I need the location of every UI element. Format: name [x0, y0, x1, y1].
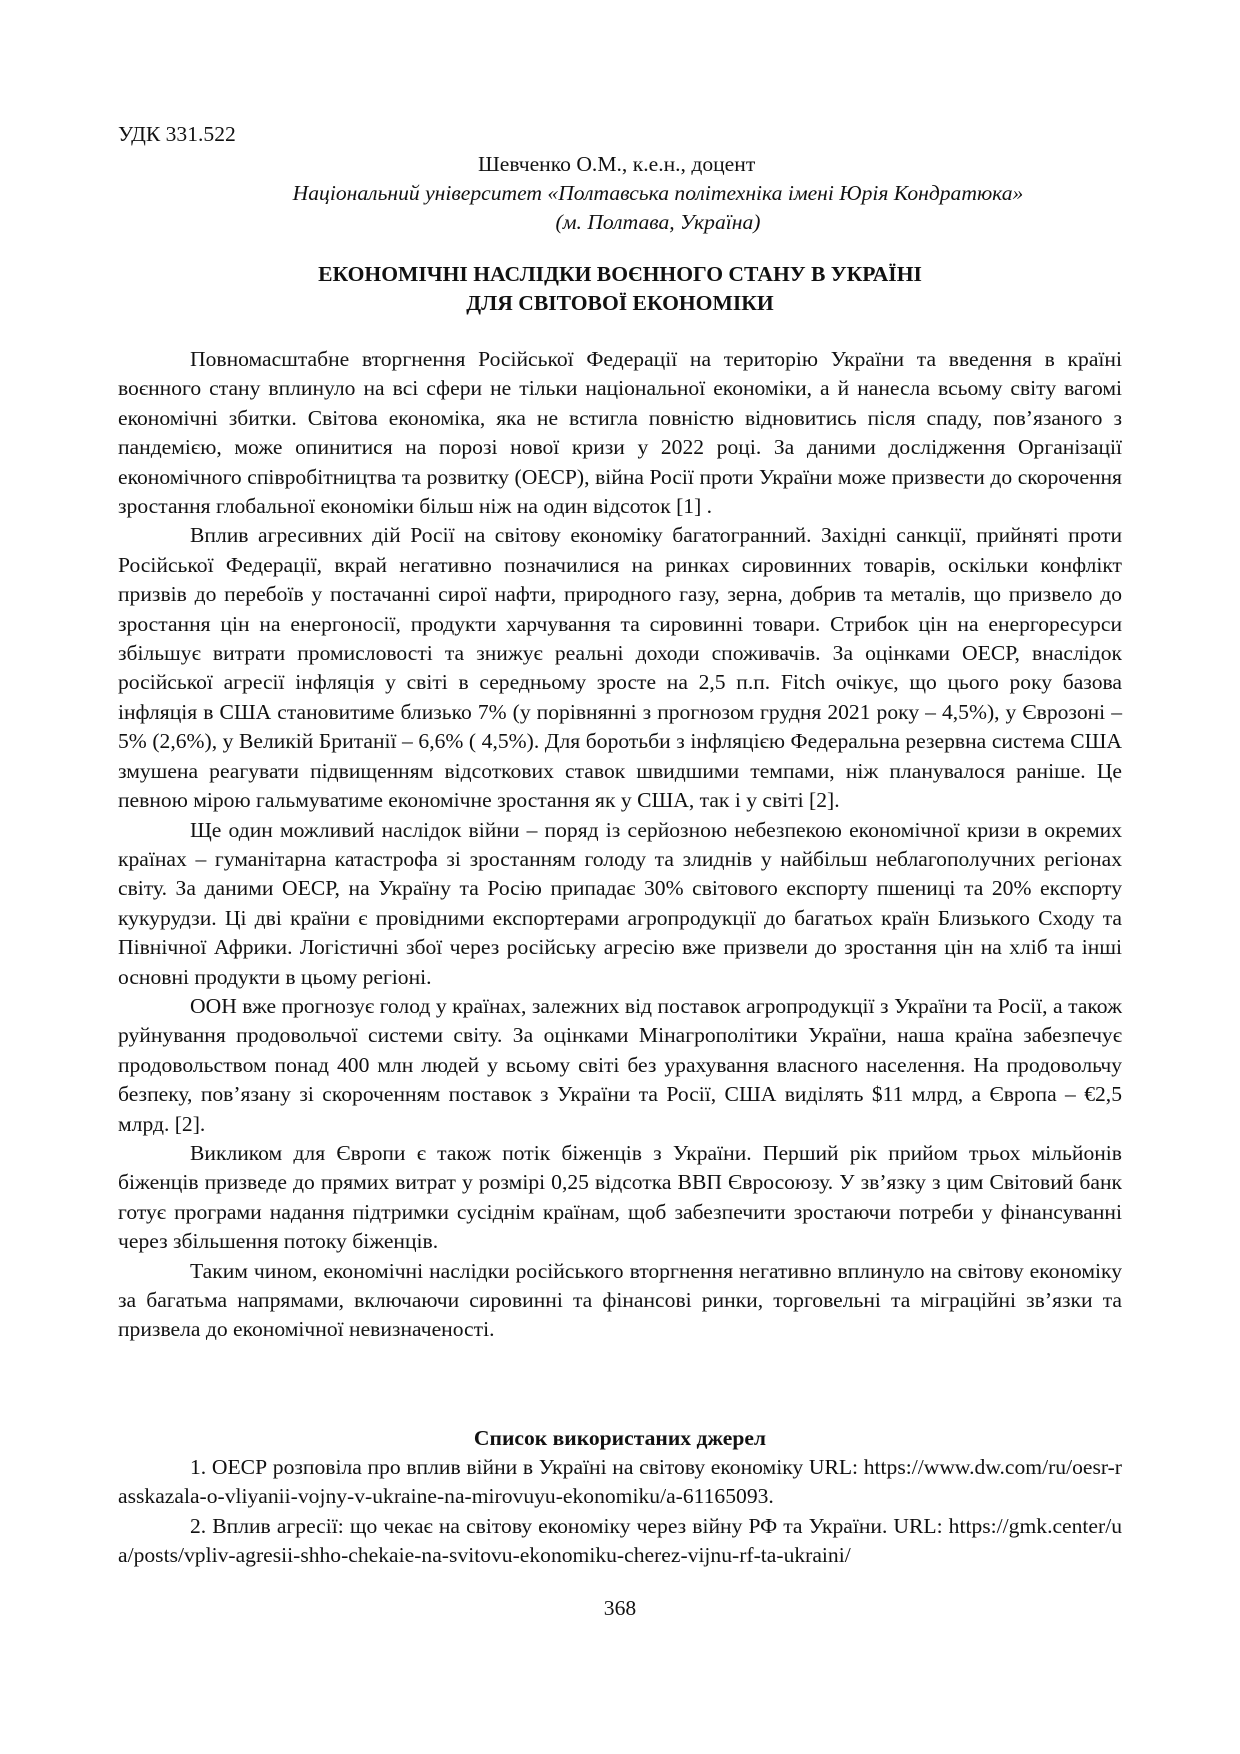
reference-item-1: 1. ОЕСР розповіла про вплив війни в Україні на світову економіку URL: https://www.dw.com/ru/oesr-rasskazala-o-vliyanii-vojny-v-ukraine-na-mirovuyu-ekonomiku/a-61165093. [118, 1455, 1122, 1509]
udk-code: УДК 331.522 [118, 122, 236, 146]
body-paragraph-5: Викликом для Європи є також потік біженців з України. Перший рік прийом трьох мільйонів біженців призведе до прямих витрат у розмірі 0,25 відсотка ВВП Євросоюзу. У зв’язку з цим Світовий банк готує програми надання підтримки сусіднім країнам, щоб забезпечити зростаючи потреби у фінансуванні через збільшення потоку біженців. [118, 1140, 1122, 1254]
reference-item-2: 2. Вплив агресії: що чекає на світову економіку через війну РФ та України. URL: https://gmk.center/ua/posts/vpliv-agresii-shho-chekaie-na-svitovu-ekonomiku-cherez-vijnu-rf-ta-ukraini/ [118, 1513, 1122, 1568]
body-paragraph-2: Вплив агресивних дій Росії на світову економіку багатогранний. Західні санкції, прийняті проти Російської Федерації, вкрай негативно позначилися на ринках сировинних товарів, оскільки конфлікт призвів до перебоїв у постачанні сирої нафти, природного газу, зерна, добрив та металів, що призвело до зростання цін на енергоносії, продукти харчування та сировинні товари. Стрибок цін на енергоресурси збільшує витрати промисловості та знижує реальні доходи споживачів. За оцінками ОЕСР, внаслідок російської агресії інфляція у світі в середньому зросте на 2,5 п.п. Fitch очікує, що цього року базова інфляція в США становитиме близько 7% (у порівнянні з прогнозом грудня 2021 року – 4,5%), у Єврозоні – 5% (2,6%), у Великій Британії – 6,6% ( 4,5%). Для боротьби з інфляцією Федеральна резервна система США змушена реагувати підвищенням відсоткових ставок швидшими темпами, ніж планувалося раніше. Це певною мірою гальмуватиме економічне зростання як у США, так і у світі [2]. [118, 523, 1122, 813]
article-title-line-1: ЕКОНОМІЧНІ НАСЛІДКИ ВОЄННОГО СТАНУ В УКРАЇНІ [318, 262, 922, 286]
body-paragraph-1: Повномасштабне вторгнення Російської Федерації на територію України та введення в країні воєнного стану вплинуло на всі сфери не тільки національної економіки, а й нанесла всьому світу вагомі економічні збитки. Світова економіка, яка не встигла повністю відновитись після спаду, пов’язаного з пандемією, може опинитися на порозі нової кризи у 2022 році. За даними дослідження Організації економічного співробітництва та розвитку (ОЕСР), війна Росії проти України може призвести до скорочення зростання глобальної економіки більш ніж на один відсоток [1] . [118, 347, 1122, 519]
article-body [118, 345, 1122, 1345]
body-paragraph-3: Ще один можливий наслідок війни – поряд із серйозною небезпекою економічної кризи в окремих країнах – гуманітарна катастрофа зі зростанням голоду та злиднів у найбільш неблагополучних регіонах світу. За даними ОЕСР, на Україну та Росію припадає 30% світового експорту пшениці та 20% експорту кукурудзи. Ці дві країни є провідними експортерами агропродукції до багатьох країн Близького Сходу та Північної Африки. Логістичні збої через російську агресію вже призвели до зростання цін на хліб та інші основні продукти в цьому регіоні. [118, 817, 1122, 989]
document-page [118, 0, 1122, 1754]
article-title [118, 260, 1122, 319]
references-heading: Список використаних джерел [473, 1426, 767, 1450]
affiliation-line: Національний університет «Полтавська політехніка імені Юрія Кондратюка» [292, 181, 1024, 205]
body-paragraph-4: ООН вже прогнозує голод у країнах, залежних від поставок агропродукції з України та Росії, а також руйнування продовольчої системи світу. За оцінками Мінагрополітики України, наша країна забезпечує продовольством понад 400 млн людей у всьому світі без урахування власного населення. На продовольчу безпеку, пов’язану зі скороченням поставок з України та Росії, США виділять $11 млрд, а Європа – €2,5 млрд. [2]. [118, 993, 1122, 1136]
article-title-line-2: ДЛЯ СВІТОВОЇ ЕКОНОМІКИ [466, 291, 774, 316]
body-paragraph-6: Таким чином, економічні наслідки російського вторгнення негативно вплинуло на світову економіку за багатьма напрямами, включаючи сировинні та фінансові ринки, торговельні та міграційні зв’язки та призвела до економічної невизначеності. [118, 1258, 1122, 1342]
affiliation-location: (м. Полтава, Україна) [555, 210, 761, 234]
references-list [118, 1453, 1122, 1571]
author-line: Шевченко О.М., к.е.н., доцент [478, 152, 756, 176]
page-number: 368 [603, 1596, 637, 1620]
